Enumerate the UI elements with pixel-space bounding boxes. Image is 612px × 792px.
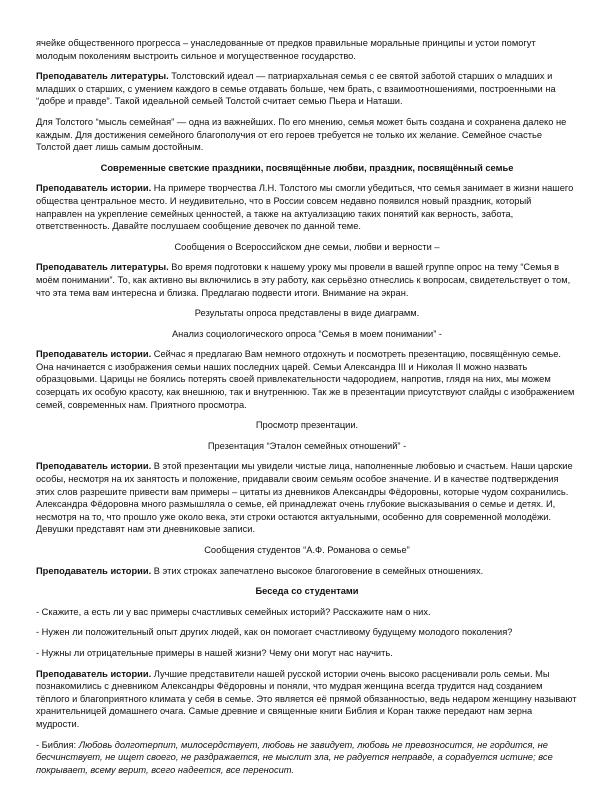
centered-note-survey-results: Результаты опроса представлены в виде диаграмм. xyxy=(194,308,420,319)
section-heading-holidays: Современные светские праздники, посвящённые любви, праздник, посвящённый семье xyxy=(100,162,514,173)
paragraph-history-teacher-3 xyxy=(36,460,578,536)
paragraph-literature-teacher-1 xyxy=(36,70,578,108)
speaker-label: Преподаватель литературы. xyxy=(36,262,169,273)
centered-note-presentation-title: Презентация “Эталон семейных отношений” - xyxy=(207,440,407,451)
paragraph-text: Во время подготовки к нашему уроку мы провели в вашей группе опрос на тему “Семья в моём понимании”. То, как активно вы включились в эту работу, как серьёзно отнеслись к вопросам, свидетельствует о том, что эта тема вам интересна и близка. Предлагаю подвести итоги. Внимание на экран. xyxy=(36,262,571,298)
paragraph-history-teacher-1 xyxy=(36,182,578,232)
speaker-label: Преподаватель истории. xyxy=(36,461,152,472)
paragraph-text: В этих строках запечатлено высокое благоговение в семейных отношениях. xyxy=(151,565,484,576)
speaker-label: Преподаватель истории. xyxy=(36,349,152,360)
centered-note-family-day: Сообщения о Всероссийском дне семьи, любви и верности – xyxy=(174,241,440,252)
question-3: - Нужны ли отрицательные примеры в нашей жизни? Чему они могут нас научить. xyxy=(36,647,393,658)
speaker-label: Преподаватель истории. xyxy=(36,565,152,576)
paragraph-continuation: ячейке общественного прогресса – унаследованные от предков правильные моральные принципы и устои помогут молодым поколениям выстроить сильное и могущественное государство. xyxy=(36,38,536,61)
paragraph-text: Сейчас я предлагаю Вам немного отдохнуть и посмотреть презентацию, посвящённую семье. Она начинается с изображения семьи наших последних царей. Семьи Александра III и Николая II можно назвать образцовыми. Царицы не боялись потерять своей привлекательности чадородием, напротив, глядя на них, мы можем созерцать их особую красоту, как внешнюю, так и внутреннюю. Так же в презентации присутствуют слайды с изображением семей, современных нам. Приятного просмотра. xyxy=(36,349,575,410)
centered-note-student-messages: Сообщения студентов “А.Ф. Романова о семье” xyxy=(204,545,410,555)
paragraph-text: Лучшие представители нашей русской истории очень высоко расценивали роль семьи. Мы познакомились с дневником Александры Фёдоровны и поняли, что мудрая женщина всегда трудится над созданием тёплого и благоприятного климата у себя в семье. Это является её прямой обязанностью, ведь недаром женщину называют хранительницей домашнего очага. Самые древние и священные книги Библия и Коран также передают нам зерна мудрости. xyxy=(36,668,577,729)
paragraph-text: В этой презентации мы увидели чистые лица, наполненные любовью и счастьем. Наши царские особы, несмотря на их занятость и положение, придавали своим семьям особое значение. И в качестве подтверждения этих слов разрешите привести вам примеры – цитаты из дневников Александры Фёдоровны, которые чудом сохранились. Александра Фёдоровна много размышляла о семье, ей принадлежат очень глубокие высказывания о семье и детях. И, несмотря на то, что прошло уже около века, эти строки остаются актуальными, особенно для современной молодёжи. Девушки представят нам эти дневниковые записи. xyxy=(36,461,573,535)
paragraph-history-teacher-5 xyxy=(36,668,578,731)
paragraph-family-thought: Для Толстого “мысль семейная” — одна из важнейших. По его мнению, семья может быть создана и сохранена далеко не каждым. Для достижения семейного благополучия от его героев требуется не только их желание. Семейное счастье Толстой дает лишь самым достойным. xyxy=(36,116,567,153)
speaker-label: Преподаватель истории. xyxy=(36,183,152,194)
question-1: - Скажите, а есть ли у вас примеры счастливых семейных историй? Расскажите нам о них. xyxy=(36,606,431,617)
paragraph-history-teacher-2 xyxy=(36,348,578,411)
paragraph-bible-quote xyxy=(36,739,578,777)
centered-note-presentation-viewing: Просмотр презентации. xyxy=(255,420,359,431)
section-heading-conversation: Беседа со студентами xyxy=(255,586,359,597)
paragraph-text: На примере творчества Л.Н. Толстого мы смогли убедиться, что семья занимает в жизни нашего общества центральное место. И неудивительно, что в России совсем недавно появился новый праздник, который направлен на укрепление семейных ценностей, а также на актуализацию таких понятий как верность, забота, ответственность. Давайте послушаем сообщение девочек по данной теме. xyxy=(36,183,574,232)
speaker-label: Преподаватель истории. xyxy=(36,668,152,679)
paragraph-history-teacher-4 xyxy=(36,565,578,578)
quote-lead: - Библия: xyxy=(36,739,77,750)
paragraph-text: Толстовский идеал — патриархальная семья с ее святой заботой старших о младших и младших о старших, с умением каждого в семье отдавать больше, чем брать, с взаимоотношениями, построенными на “добре и правде”. Такой идеальной семьей Толстой считает семью Пьера и Наташи. xyxy=(36,71,556,107)
quote-text: Любовь долготерпит, милосердствует, любовь не завидует, любовь не превозносится, не гордится, не бесчинствует, не ищет своего, не раздражается, не мыслит зла, не радуется неправде, а сорадуется истине; все покрывает, всему верит, всего надеется, все переносит. xyxy=(36,739,553,775)
centered-note-survey-analysis: Анализ социологического опроса “Семья в моем понимании” - xyxy=(171,328,442,339)
paragraph-literature-teacher-2 xyxy=(36,261,578,299)
speaker-label: Преподаватель литературы. xyxy=(36,71,169,82)
question-2: - Нужен ли положительный опыт других людей, как он помогает счастливому будущему молодого поколения? xyxy=(36,627,513,638)
